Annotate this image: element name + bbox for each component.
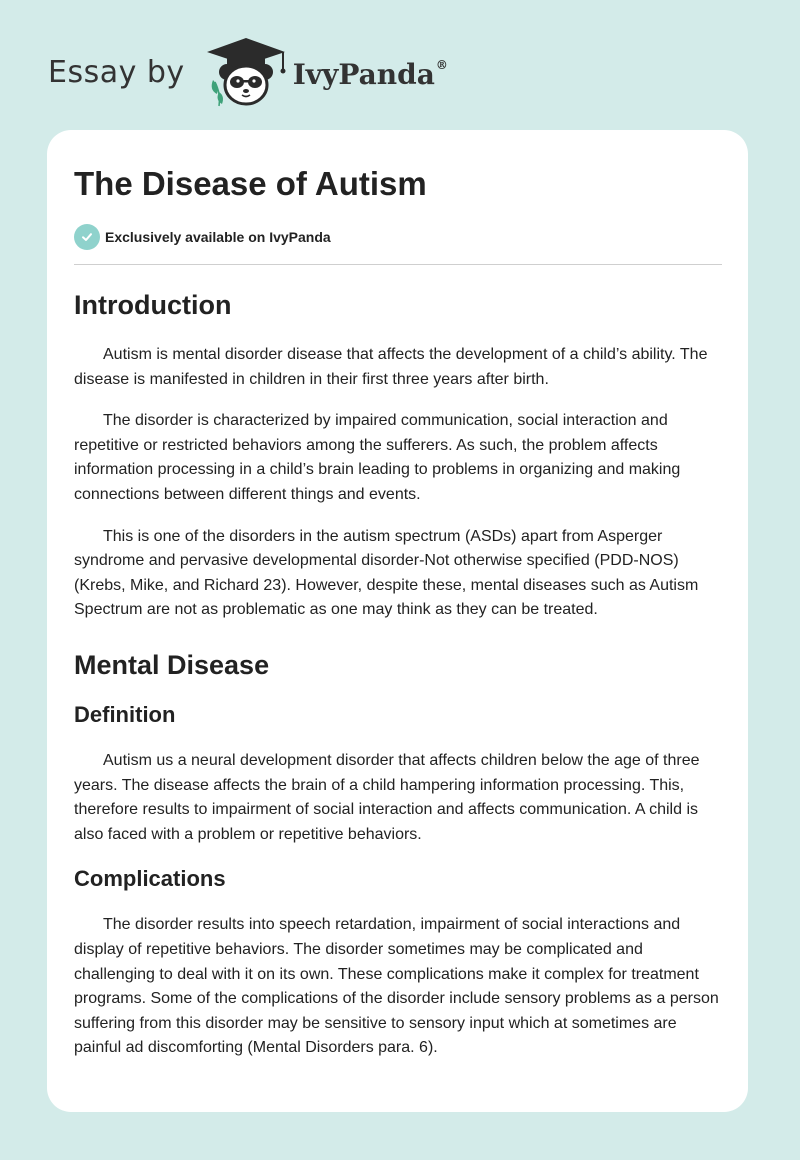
subsection-heading-definition: Definition xyxy=(74,701,176,727)
essay-by-label: Essay by xyxy=(48,54,185,90)
paragraph: Autism is mental disorder disease that affects the development of a child’s ability. The disease is manifested in children in their first three years after birth. xyxy=(74,346,708,388)
paragraph: This is one of the disorders in the autism spectrum (ASDs) apart from Asperger syndrome and pervasive developmental disorder-Not otherwise specified (PDD-NOS) (Krebs, Mike, and Richard 23). However, despite these, mental diseases such as Autism Spectrum are not as problematic as one may think as they can be treated. xyxy=(74,527,699,619)
section-heading-mental-disease: Mental Disease xyxy=(74,649,270,680)
exclusive-label: Exclusively available on IvyPanda xyxy=(105,229,331,245)
check-circle-icon xyxy=(74,224,100,250)
exclusive-badge xyxy=(74,224,722,250)
paragraph: The disorder results into speech retardation, impairment of social interactions and display of repetitive behaviors. The disorder sometimes may be complicated and challenging to deal with it on its own. These complications make it complex for treatment programs. Some of the complications of the disorder include sensory problems as a person suffering from this disorder may be sensitive to sensory input which at sometimes are painful ad discomforting (Mental Disorders para. 6). xyxy=(74,916,719,1057)
panda-graduate-icon[interactable] xyxy=(203,36,289,108)
essay-card xyxy=(47,130,748,1112)
subsection-heading-complications: Complications xyxy=(74,866,226,892)
registered-mark: ® xyxy=(435,58,448,73)
paragraph: The disorder is characterized by impaired communication, social interaction and repetitive or restricted behaviors among the sufferers. As such, the problem affects information processing in a child’s brain leading to problems in organizing and making connections between different things and events. xyxy=(74,412,681,503)
section-heading-introduction: Introduction xyxy=(74,290,232,320)
site-header xyxy=(48,36,448,108)
brand-name[interactable]: IvyPanda® xyxy=(292,57,448,91)
paragraph: Autism us a neural development disorder that affects children below the age of three years. The disease affects the brain of a child hampering information processing. This, therefore results to impairment of social interaction and affects communication. A child is also faced with a problem or repetitive behaviors. xyxy=(74,751,700,843)
page-title: The Disease of Autism xyxy=(74,165,427,202)
divider xyxy=(74,264,722,265)
